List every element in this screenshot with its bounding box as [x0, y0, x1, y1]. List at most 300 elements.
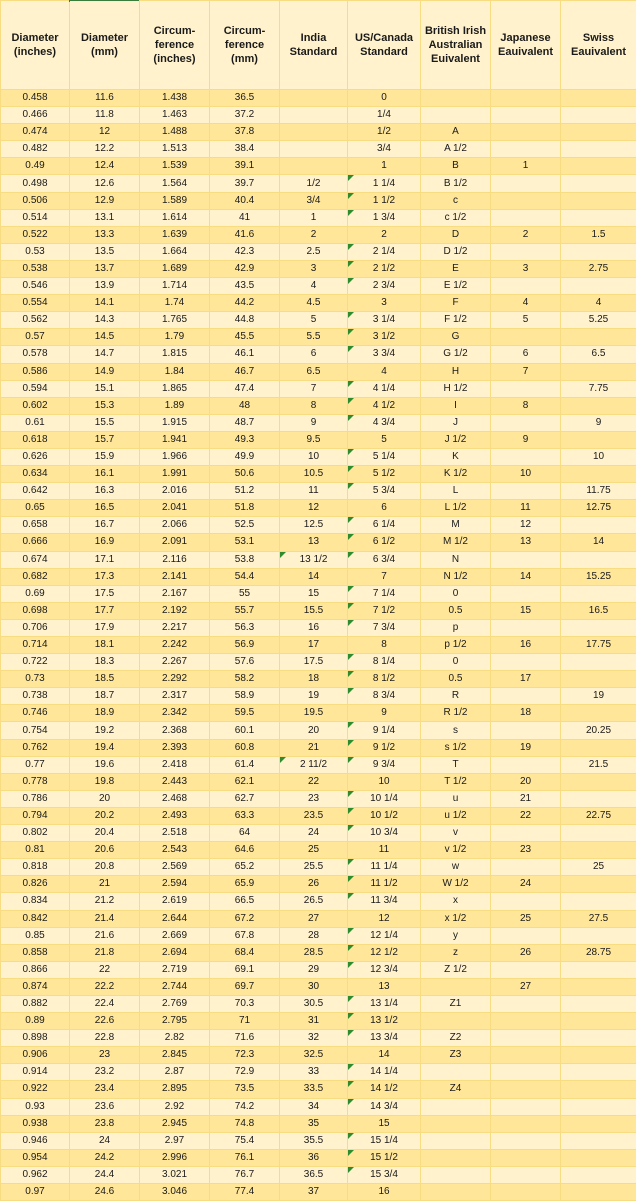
cell-swiss-equivalent[interactable]	[561, 175, 636, 192]
cell-india-standard[interactable]	[280, 1030, 348, 1047]
cell-us-canada-standard[interactable]	[348, 585, 421, 602]
cell-diameter-inches[interactable]	[1, 158, 70, 175]
cell-british-equivalent[interactable]	[421, 671, 491, 688]
cell-us-canada-standard[interactable]	[348, 1149, 421, 1166]
cell-british-equivalent[interactable]	[421, 602, 491, 619]
cell-us-canada-standard[interactable]	[348, 414, 421, 431]
cell-diameter-mm[interactable]	[70, 842, 140, 859]
cell-diameter-mm[interactable]	[70, 107, 140, 124]
cell-japanese-equivalent[interactable]	[491, 363, 561, 380]
cell-circumference-mm[interactable]	[210, 893, 280, 910]
cell-us-canada-standard[interactable]	[348, 944, 421, 961]
cell-circumference-inches[interactable]	[140, 312, 210, 329]
cell-us-canada-standard[interactable]	[348, 825, 421, 842]
cell-diameter-inches[interactable]	[1, 842, 70, 859]
cell-circumference-inches[interactable]	[140, 192, 210, 209]
cell-swiss-equivalent[interactable]	[561, 141, 636, 158]
cell-swiss-equivalent[interactable]	[561, 1149, 636, 1166]
cell-circumference-mm[interactable]	[210, 807, 280, 824]
cell-us-canada-standard[interactable]	[348, 1184, 421, 1201]
cell-swiss-equivalent[interactable]	[561, 534, 636, 551]
header-india-standard[interactable]: India Standard	[280, 1, 348, 90]
header-circumference-mm[interactable]: Circum- ference (mm)	[210, 1, 280, 90]
cell-diameter-inches[interactable]	[1, 790, 70, 807]
cell-japanese-equivalent[interactable]	[491, 619, 561, 636]
cell-us-canada-standard[interactable]	[348, 1115, 421, 1132]
cell-swiss-equivalent[interactable]	[561, 978, 636, 995]
cell-india-standard[interactable]	[280, 1132, 348, 1149]
cell-japanese-equivalent[interactable]	[491, 995, 561, 1012]
cell-circumference-mm[interactable]	[210, 1064, 280, 1081]
comment-indicator-icon[interactable]	[348, 346, 354, 352]
cell-japanese-equivalent[interactable]	[491, 534, 561, 551]
cell-swiss-equivalent[interactable]	[561, 1098, 636, 1115]
cell-diameter-inches[interactable]	[1, 209, 70, 226]
comment-indicator-icon[interactable]	[348, 517, 354, 523]
comment-indicator-icon[interactable]	[348, 329, 354, 335]
cell-british-equivalent[interactable]	[421, 141, 491, 158]
cell-diameter-mm[interactable]	[70, 517, 140, 534]
cell-swiss-equivalent[interactable]	[561, 842, 636, 859]
comment-indicator-icon[interactable]	[348, 398, 354, 404]
cell-british-equivalent[interactable]	[421, 944, 491, 961]
cell-japanese-equivalent[interactable]	[491, 346, 561, 363]
cell-british-equivalent[interactable]	[421, 688, 491, 705]
cell-circumference-mm[interactable]	[210, 585, 280, 602]
comment-indicator-icon[interactable]	[348, 945, 354, 951]
cell-british-equivalent[interactable]	[421, 226, 491, 243]
cell-swiss-equivalent[interactable]	[561, 790, 636, 807]
cell-diameter-inches[interactable]	[1, 1149, 70, 1166]
cell-swiss-equivalent[interactable]	[561, 1030, 636, 1047]
cell-india-standard[interactable]	[280, 175, 348, 192]
cell-circumference-inches[interactable]	[140, 397, 210, 414]
cell-circumference-inches[interactable]	[140, 688, 210, 705]
cell-diameter-mm[interactable]	[70, 483, 140, 500]
cell-swiss-equivalent[interactable]	[561, 158, 636, 175]
cell-british-equivalent[interactable]	[421, 448, 491, 465]
cell-japanese-equivalent[interactable]	[491, 739, 561, 756]
cell-british-equivalent[interactable]	[421, 431, 491, 448]
cell-circumference-mm[interactable]	[210, 825, 280, 842]
cell-circumference-inches[interactable]	[140, 825, 210, 842]
cell-circumference-mm[interactable]	[210, 1030, 280, 1047]
cell-india-standard[interactable]	[280, 158, 348, 175]
cell-british-equivalent[interactable]	[421, 1166, 491, 1183]
cell-japanese-equivalent[interactable]	[491, 226, 561, 243]
cell-circumference-mm[interactable]	[210, 1132, 280, 1149]
cell-diameter-mm[interactable]	[70, 295, 140, 312]
cell-india-standard[interactable]	[280, 1047, 348, 1064]
cell-us-canada-standard[interactable]	[348, 90, 421, 107]
cell-british-equivalent[interactable]	[421, 876, 491, 893]
cell-british-equivalent[interactable]	[421, 995, 491, 1012]
cell-circumference-inches[interactable]	[140, 1115, 210, 1132]
comment-indicator-icon[interactable]	[348, 876, 354, 882]
cell-japanese-equivalent[interactable]	[491, 671, 561, 688]
cell-diameter-mm[interactable]	[70, 226, 140, 243]
cell-swiss-equivalent[interactable]	[561, 1013, 636, 1030]
cell-japanese-equivalent[interactable]	[491, 654, 561, 671]
comment-indicator-icon[interactable]	[348, 620, 354, 626]
cell-diameter-mm[interactable]	[70, 876, 140, 893]
comment-indicator-icon[interactable]	[348, 312, 354, 318]
cell-diameter-mm[interactable]	[70, 192, 140, 209]
cell-diameter-mm[interactable]	[70, 1081, 140, 1098]
cell-diameter-mm[interactable]	[70, 705, 140, 722]
cell-circumference-mm[interactable]	[210, 517, 280, 534]
cell-japanese-equivalent[interactable]	[491, 158, 561, 175]
cell-diameter-mm[interactable]	[70, 602, 140, 619]
cell-british-equivalent[interactable]	[421, 260, 491, 277]
comment-indicator-icon[interactable]	[348, 928, 354, 934]
cell-diameter-mm[interactable]	[70, 671, 140, 688]
comment-indicator-icon[interactable]	[348, 654, 354, 660]
cell-india-standard[interactable]	[280, 619, 348, 636]
cell-india-standard[interactable]	[280, 825, 348, 842]
cell-british-equivalent[interactable]	[421, 568, 491, 585]
cell-circumference-mm[interactable]	[210, 483, 280, 500]
cell-india-standard[interactable]	[280, 414, 348, 431]
cell-india-standard[interactable]	[280, 1013, 348, 1030]
cell-india-standard[interactable]	[280, 124, 348, 141]
cell-circumference-mm[interactable]	[210, 1098, 280, 1115]
cell-us-canada-standard[interactable]	[348, 637, 421, 654]
cell-circumference-mm[interactable]	[210, 397, 280, 414]
cell-india-standard[interactable]	[280, 927, 348, 944]
cell-swiss-equivalent[interactable]	[561, 346, 636, 363]
cell-circumference-mm[interactable]	[210, 534, 280, 551]
cell-british-equivalent[interactable]	[421, 363, 491, 380]
cell-india-standard[interactable]	[280, 739, 348, 756]
cell-japanese-equivalent[interactable]	[491, 295, 561, 312]
cell-british-equivalent[interactable]	[421, 978, 491, 995]
cell-us-canada-standard[interactable]	[348, 278, 421, 295]
cell-circumference-mm[interactable]	[210, 654, 280, 671]
cell-diameter-mm[interactable]	[70, 893, 140, 910]
cell-us-canada-standard[interactable]	[348, 483, 421, 500]
cell-swiss-equivalent[interactable]	[561, 671, 636, 688]
cell-circumference-mm[interactable]	[210, 278, 280, 295]
cell-india-standard[interactable]	[280, 944, 348, 961]
cell-swiss-equivalent[interactable]	[561, 893, 636, 910]
comment-indicator-icon[interactable]	[348, 244, 354, 250]
comment-indicator-icon[interactable]	[348, 210, 354, 216]
cell-british-equivalent[interactable]	[421, 927, 491, 944]
cell-japanese-equivalent[interactable]	[491, 192, 561, 209]
cell-india-standard[interactable]	[280, 790, 348, 807]
cell-diameter-inches[interactable]	[1, 602, 70, 619]
cell-us-canada-standard[interactable]	[348, 790, 421, 807]
cell-circumference-mm[interactable]	[210, 551, 280, 568]
cell-swiss-equivalent[interactable]	[561, 517, 636, 534]
cell-diameter-inches[interactable]	[1, 1184, 70, 1201]
comment-indicator-icon[interactable]	[280, 757, 286, 763]
cell-british-equivalent[interactable]	[421, 1098, 491, 1115]
cell-diameter-mm[interactable]	[70, 568, 140, 585]
cell-british-equivalent[interactable]	[421, 893, 491, 910]
cell-us-canada-standard[interactable]	[348, 466, 421, 483]
cell-circumference-mm[interactable]	[210, 466, 280, 483]
cell-diameter-inches[interactable]	[1, 756, 70, 773]
cell-us-canada-standard[interactable]	[348, 243, 421, 260]
cell-japanese-equivalent[interactable]	[491, 1013, 561, 1030]
cell-us-canada-standard[interactable]	[348, 773, 421, 790]
cell-circumference-inches[interactable]	[140, 961, 210, 978]
header-japanese-equivalent[interactable]: Japanese Eauivalent	[491, 1, 561, 90]
cell-diameter-mm[interactable]	[70, 773, 140, 790]
cell-swiss-equivalent[interactable]	[561, 637, 636, 654]
cell-us-canada-standard[interactable]	[348, 978, 421, 995]
cell-india-standard[interactable]	[280, 1184, 348, 1201]
comment-indicator-icon[interactable]	[348, 996, 354, 1002]
cell-circumference-inches[interactable]	[140, 842, 210, 859]
cell-us-canada-standard[interactable]	[348, 619, 421, 636]
cell-circumference-mm[interactable]	[210, 346, 280, 363]
cell-india-standard[interactable]	[280, 1115, 348, 1132]
cell-circumference-inches[interactable]	[140, 363, 210, 380]
comment-indicator-icon[interactable]	[348, 1030, 354, 1036]
cell-diameter-inches[interactable]	[1, 483, 70, 500]
cell-diameter-mm[interactable]	[70, 978, 140, 995]
header-swiss-equivalent[interactable]: Swiss Eauivalent	[561, 1, 636, 90]
cell-british-equivalent[interactable]	[421, 90, 491, 107]
cell-circumference-inches[interactable]	[140, 124, 210, 141]
cell-british-equivalent[interactable]	[421, 346, 491, 363]
cell-circumference-inches[interactable]	[140, 859, 210, 876]
cell-british-equivalent[interactable]	[421, 175, 491, 192]
cell-diameter-inches[interactable]	[1, 414, 70, 431]
cell-japanese-equivalent[interactable]	[491, 1132, 561, 1149]
cell-us-canada-standard[interactable]	[348, 1030, 421, 1047]
cell-circumference-inches[interactable]	[140, 790, 210, 807]
cell-us-canada-standard[interactable]	[348, 158, 421, 175]
cell-diameter-inches[interactable]	[1, 739, 70, 756]
cell-swiss-equivalent[interactable]	[561, 825, 636, 842]
comment-indicator-icon[interactable]	[348, 757, 354, 763]
cell-india-standard[interactable]	[280, 1098, 348, 1115]
cell-us-canada-standard[interactable]	[348, 226, 421, 243]
cell-us-canada-standard[interactable]	[348, 192, 421, 209]
cell-british-equivalent[interactable]	[421, 1115, 491, 1132]
cell-diameter-mm[interactable]	[70, 175, 140, 192]
cell-circumference-mm[interactable]	[210, 722, 280, 739]
cell-diameter-mm[interactable]	[70, 739, 140, 756]
cell-diameter-inches[interactable]	[1, 637, 70, 654]
cell-diameter-inches[interactable]	[1, 825, 70, 842]
cell-diameter-mm[interactable]	[70, 260, 140, 277]
cell-diameter-inches[interactable]	[1, 448, 70, 465]
cell-japanese-equivalent[interactable]	[491, 1047, 561, 1064]
cell-india-standard[interactable]	[280, 329, 348, 346]
cell-japanese-equivalent[interactable]	[491, 90, 561, 107]
cell-diameter-inches[interactable]	[1, 551, 70, 568]
cell-british-equivalent[interactable]	[421, 1081, 491, 1098]
cell-japanese-equivalent[interactable]	[491, 842, 561, 859]
cell-diameter-inches[interactable]	[1, 585, 70, 602]
cell-diameter-inches[interactable]	[1, 893, 70, 910]
cell-circumference-inches[interactable]	[140, 739, 210, 756]
cell-swiss-equivalent[interactable]	[561, 944, 636, 961]
cell-swiss-equivalent[interactable]	[561, 961, 636, 978]
cell-circumference-mm[interactable]	[210, 961, 280, 978]
cell-us-canada-standard[interactable]	[348, 517, 421, 534]
cell-india-standard[interactable]	[280, 1149, 348, 1166]
cell-japanese-equivalent[interactable]	[491, 124, 561, 141]
cell-india-standard[interactable]	[280, 978, 348, 995]
cell-diameter-mm[interactable]	[70, 158, 140, 175]
cell-diameter-inches[interactable]	[1, 380, 70, 397]
cell-us-canada-standard[interactable]	[348, 705, 421, 722]
cell-japanese-equivalent[interactable]	[491, 927, 561, 944]
cell-us-canada-standard[interactable]	[348, 175, 421, 192]
cell-diameter-inches[interactable]	[1, 995, 70, 1012]
comment-indicator-icon[interactable]	[348, 534, 354, 540]
cell-swiss-equivalent[interactable]	[561, 807, 636, 824]
cell-japanese-equivalent[interactable]	[491, 1149, 561, 1166]
cell-japanese-equivalent[interactable]	[491, 312, 561, 329]
cell-swiss-equivalent[interactable]	[561, 90, 636, 107]
cell-us-canada-standard[interactable]	[348, 722, 421, 739]
cell-circumference-mm[interactable]	[210, 380, 280, 397]
cell-swiss-equivalent[interactable]	[561, 688, 636, 705]
cell-circumference-mm[interactable]	[210, 978, 280, 995]
cell-us-canada-standard[interactable]	[348, 876, 421, 893]
cell-japanese-equivalent[interactable]	[491, 141, 561, 158]
cell-diameter-mm[interactable]	[70, 756, 140, 773]
cell-diameter-mm[interactable]	[70, 790, 140, 807]
cell-british-equivalent[interactable]	[421, 1047, 491, 1064]
cell-us-canada-standard[interactable]	[348, 551, 421, 568]
cell-diameter-mm[interactable]	[70, 825, 140, 842]
cell-swiss-equivalent[interactable]	[561, 431, 636, 448]
cell-diameter-mm[interactable]	[70, 551, 140, 568]
cell-circumference-inches[interactable]	[140, 876, 210, 893]
cell-swiss-equivalent[interactable]	[561, 859, 636, 876]
cell-india-standard[interactable]	[280, 671, 348, 688]
cell-swiss-equivalent[interactable]	[561, 585, 636, 602]
cell-british-equivalent[interactable]	[421, 1030, 491, 1047]
comment-indicator-icon[interactable]	[348, 193, 354, 199]
cell-india-standard[interactable]	[280, 517, 348, 534]
cell-circumference-mm[interactable]	[210, 790, 280, 807]
comment-indicator-icon[interactable]	[348, 415, 354, 421]
cell-circumference-mm[interactable]	[210, 739, 280, 756]
cell-swiss-equivalent[interactable]	[561, 192, 636, 209]
cell-diameter-mm[interactable]	[70, 910, 140, 927]
cell-japanese-equivalent[interactable]	[491, 859, 561, 876]
comment-indicator-icon[interactable]	[348, 893, 354, 899]
cell-us-canada-standard[interactable]	[348, 927, 421, 944]
cell-circumference-inches[interactable]	[140, 466, 210, 483]
cell-japanese-equivalent[interactable]	[491, 380, 561, 397]
cell-japanese-equivalent[interactable]	[491, 1184, 561, 1201]
cell-swiss-equivalent[interactable]	[561, 380, 636, 397]
comment-indicator-icon[interactable]	[348, 1167, 354, 1173]
cell-circumference-mm[interactable]	[210, 602, 280, 619]
cell-india-standard[interactable]	[280, 90, 348, 107]
cell-swiss-equivalent[interactable]	[561, 1184, 636, 1201]
cell-circumference-mm[interactable]	[210, 756, 280, 773]
cell-us-canada-standard[interactable]	[348, 295, 421, 312]
cell-diameter-mm[interactable]	[70, 500, 140, 517]
cell-circumference-inches[interactable]	[140, 585, 210, 602]
cell-circumference-inches[interactable]	[140, 1064, 210, 1081]
cell-diameter-inches[interactable]	[1, 90, 70, 107]
cell-circumference-inches[interactable]	[140, 1013, 210, 1030]
cell-circumference-mm[interactable]	[210, 141, 280, 158]
cell-circumference-mm[interactable]	[210, 363, 280, 380]
comment-indicator-icon[interactable]	[348, 586, 354, 592]
cell-india-standard[interactable]	[280, 295, 348, 312]
comment-indicator-icon[interactable]	[348, 278, 354, 284]
cell-swiss-equivalent[interactable]	[561, 260, 636, 277]
cell-india-standard[interactable]	[280, 961, 348, 978]
cell-swiss-equivalent[interactable]	[561, 654, 636, 671]
cell-diameter-mm[interactable]	[70, 619, 140, 636]
cell-us-canada-standard[interactable]	[348, 961, 421, 978]
cell-japanese-equivalent[interactable]	[491, 1081, 561, 1098]
cell-diameter-inches[interactable]	[1, 278, 70, 295]
cell-japanese-equivalent[interactable]	[491, 448, 561, 465]
cell-japanese-equivalent[interactable]	[491, 807, 561, 824]
cell-diameter-mm[interactable]	[70, 927, 140, 944]
cell-india-standard[interactable]	[280, 842, 348, 859]
cell-diameter-mm[interactable]	[70, 1030, 140, 1047]
cell-diameter-inches[interactable]	[1, 1166, 70, 1183]
cell-diameter-inches[interactable]	[1, 1047, 70, 1064]
cell-india-standard[interactable]	[280, 363, 348, 380]
cell-circumference-inches[interactable]	[140, 278, 210, 295]
cell-diameter-inches[interactable]	[1, 773, 70, 790]
cell-circumference-mm[interactable]	[210, 500, 280, 517]
header-diameter-inches[interactable]: Diameter (inches)	[1, 1, 70, 90]
cell-diameter-mm[interactable]	[70, 209, 140, 226]
cell-diameter-inches[interactable]	[1, 910, 70, 927]
cell-japanese-equivalent[interactable]	[491, 397, 561, 414]
cell-circumference-inches[interactable]	[140, 1047, 210, 1064]
cell-diameter-mm[interactable]	[70, 243, 140, 260]
cell-diameter-inches[interactable]	[1, 671, 70, 688]
cell-british-equivalent[interactable]	[421, 705, 491, 722]
cell-british-equivalent[interactable]	[421, 1184, 491, 1201]
cell-us-canada-standard[interactable]	[348, 842, 421, 859]
cell-india-standard[interactable]	[280, 448, 348, 465]
cell-diameter-mm[interactable]	[70, 1115, 140, 1132]
cell-diameter-mm[interactable]	[70, 637, 140, 654]
comment-indicator-icon[interactable]	[348, 175, 354, 181]
cell-circumference-inches[interactable]	[140, 107, 210, 124]
cell-us-canada-standard[interactable]	[348, 910, 421, 927]
cell-swiss-equivalent[interactable]	[561, 209, 636, 226]
cell-british-equivalent[interactable]	[421, 842, 491, 859]
cell-swiss-equivalent[interactable]	[561, 910, 636, 927]
cell-circumference-inches[interactable]	[140, 654, 210, 671]
cell-diameter-mm[interactable]	[70, 278, 140, 295]
cell-diameter-inches[interactable]	[1, 1132, 70, 1149]
cell-british-equivalent[interactable]	[421, 739, 491, 756]
cell-british-equivalent[interactable]	[421, 380, 491, 397]
cell-diameter-mm[interactable]	[70, 141, 140, 158]
comment-indicator-icon[interactable]	[348, 791, 354, 797]
cell-diameter-inches[interactable]	[1, 141, 70, 158]
comment-indicator-icon[interactable]	[348, 859, 354, 865]
cell-japanese-equivalent[interactable]	[491, 910, 561, 927]
cell-japanese-equivalent[interactable]	[491, 107, 561, 124]
cell-japanese-equivalent[interactable]	[491, 209, 561, 226]
comment-indicator-icon[interactable]	[348, 466, 354, 472]
comment-indicator-icon[interactable]	[348, 261, 354, 267]
